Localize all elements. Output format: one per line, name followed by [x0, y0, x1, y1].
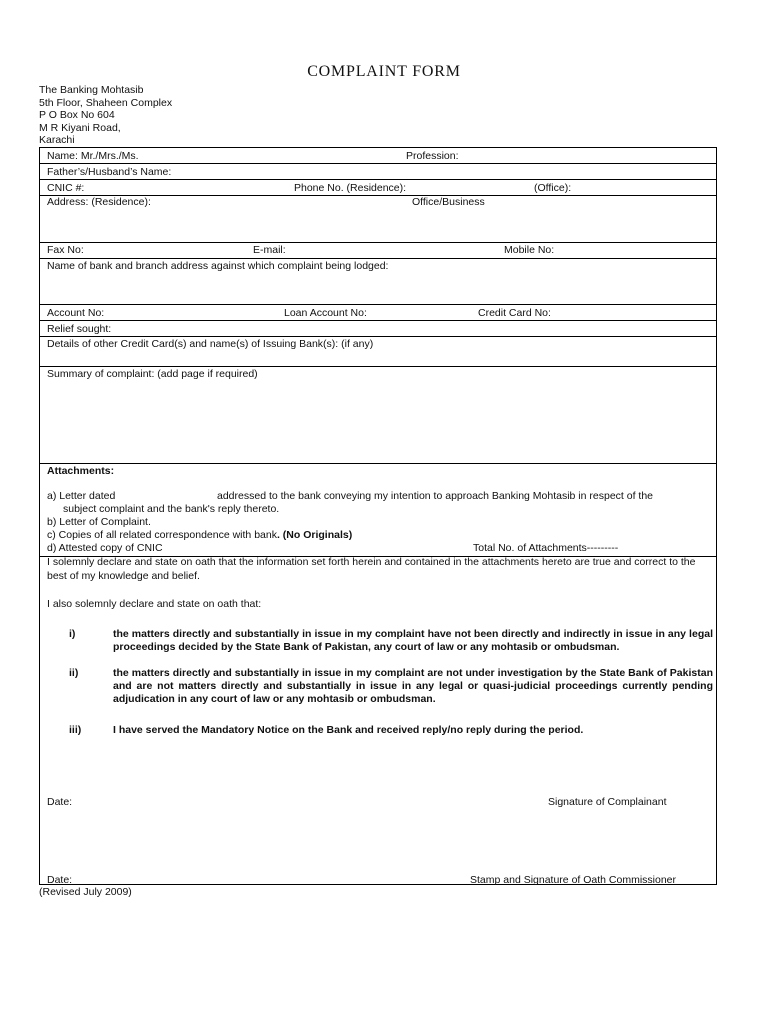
- attachments-heading: Attachments:: [47, 465, 115, 477]
- cnic-field[interactable]: CNIC #:: [47, 182, 85, 194]
- date-field[interactable]: Date:: [47, 796, 73, 808]
- address-line: M R Kiyani Road,: [39, 121, 121, 134]
- attachment-c-text: c) Copies of all related correspondence with bank: [47, 529, 277, 541]
- attachment-c: [47, 529, 352, 541]
- row-divider: [40, 320, 716, 321]
- attachment-b: b) Letter of Complaint.: [47, 516, 151, 528]
- attachment-a-label: a) Letter dated: [47, 490, 116, 502]
- address-line: P O Box No 604: [39, 109, 115, 122]
- bank-branch-field[interactable]: Name of bank and branch address against which complaint being lodged:: [47, 260, 389, 272]
- mobile-field[interactable]: Mobile No:: [504, 244, 555, 256]
- row-divider: [40, 242, 716, 243]
- total-attachments: Total No. of Attachments---------: [473, 542, 619, 554]
- complainant-signature-field[interactable]: Signature of Complainant: [548, 796, 667, 808]
- profession-field[interactable]: Profession:: [406, 150, 459, 162]
- complaint-form-box: [39, 147, 717, 885]
- clause-text: the matters directly and substantially in issue in my complaint have not been directly and indirectly in issue in any legal proceedings decided by the State Bank of Pakistan, any court of law or any mohtasib or ombudsman.: [113, 628, 713, 653]
- declaration-paragraph: I solemnly declare and state on oath that the information set forth herein and contained in the attachments hereto are true and correct to the best of my knowledge and belief.: [47, 556, 696, 582]
- row-divider: [40, 366, 716, 367]
- revision-note: (Revised July 2009): [39, 886, 132, 898]
- form-title: COMPLAINT FORM: [307, 63, 461, 80]
- oath-commissioner-signature-field[interactable]: Stamp and Signature of Oath Commissioner: [470, 874, 677, 886]
- address-office-field[interactable]: Office/Business: [412, 196, 485, 208]
- attachment-a-continued: subject complaint and the bank's reply thereto.: [63, 503, 280, 515]
- address-line: The Banking Mohtasib: [39, 84, 144, 96]
- attachment-a-text: addressed to the bank conveying my intention to approach Banking Mohtasib in respect of the: [217, 490, 654, 502]
- name-field[interactable]: Name: Mr./Mrs./Ms.: [47, 150, 139, 162]
- clause-number: i): [69, 628, 76, 640]
- email-field[interactable]: E-mail:: [253, 244, 286, 256]
- row-divider: [40, 163, 716, 164]
- no-originals-note: . (No Originals): [276, 529, 353, 541]
- declaration-intro: I also solemnly declare and state on oath that:: [47, 598, 262, 610]
- row-divider: [40, 179, 716, 180]
- mohtasib-address: [39, 84, 172, 147]
- account-no-field[interactable]: Account No:: [47, 307, 105, 319]
- fax-field[interactable]: Fax No:: [47, 244, 84, 256]
- row-divider: [40, 463, 716, 464]
- date-field[interactable]: Date:: [47, 874, 73, 886]
- clause-text: the matters directly and substantially in issue in my complaint are not under investigation by the State Bank of Pakistan and are not matters directly and substantially in issue in any legal or quasi-judicial proceedings currently pending adjudication in any court of law or any mohtasib or ombudsman.: [113, 667, 713, 705]
- row-divider: [40, 258, 716, 259]
- row-divider: [40, 304, 716, 305]
- relief-sought-field[interactable]: Relief sought:: [47, 323, 112, 335]
- address-line: 5th Floor, Shaheen Complex: [39, 96, 173, 109]
- clause-number: iii): [69, 724, 82, 736]
- row-divider: [40, 336, 716, 337]
- loan-account-field[interactable]: Loan Account No:: [284, 307, 367, 319]
- clause-number: ii): [69, 667, 79, 679]
- phone-office-field[interactable]: (Office):: [534, 182, 572, 194]
- address-line: Karachi: [39, 134, 75, 147]
- credit-card-field[interactable]: Credit Card No:: [478, 307, 551, 319]
- complaint-summary-field[interactable]: Summary of complaint: (add page if required): [47, 368, 258, 380]
- attachment-d: d) Attested copy of CNIC: [47, 542, 163, 554]
- father-husband-name-field[interactable]: Father’s/Husband’s Name:: [47, 166, 172, 178]
- address-residence-field[interactable]: Address: (Residence):: [47, 196, 151, 208]
- phone-residence-field[interactable]: Phone No. (Residence):: [294, 182, 407, 194]
- other-credit-cards-field[interactable]: Details of other Credit Card(s) and name(s) of Issuing Bank(s): (if any): [47, 338, 374, 350]
- clause-text: I have served the Mandatory Notice on the Bank and received reply/no reply during the period.: [113, 724, 584, 736]
